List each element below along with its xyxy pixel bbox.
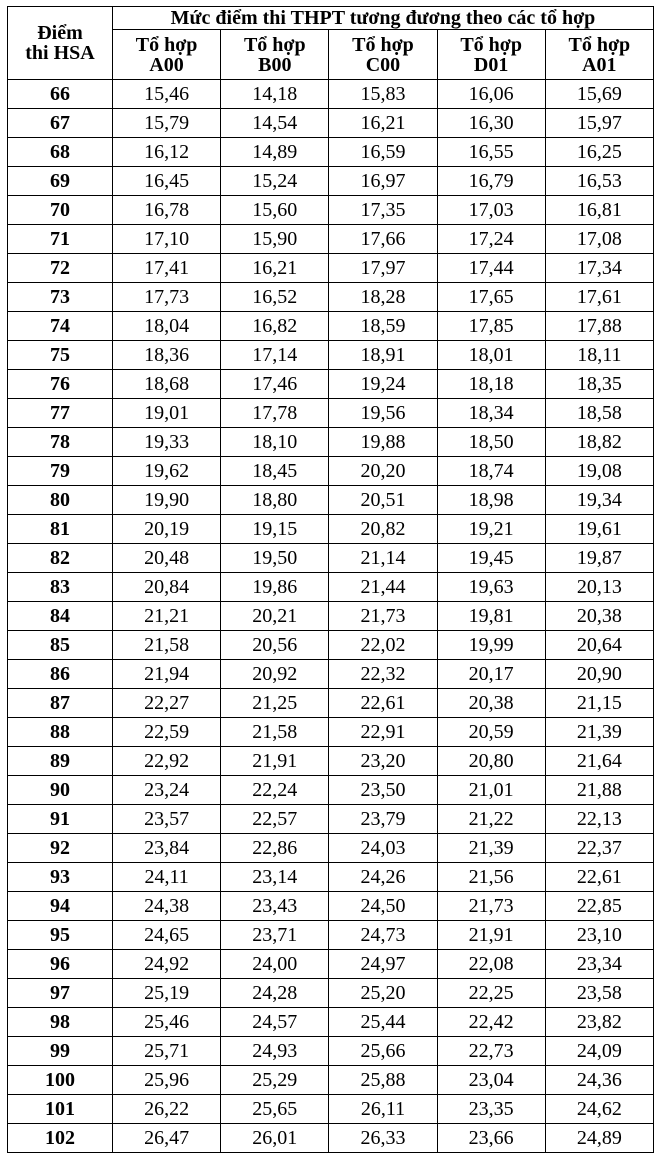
hsa-score-cell: 97 <box>8 979 113 1008</box>
c00-cell: 24,50 <box>329 892 437 921</box>
group-header-a00: Tổ hợp A00 <box>113 30 221 80</box>
c00-cell: 24,73 <box>329 921 437 950</box>
a01-cell: 24,09 <box>545 1037 653 1066</box>
a00-cell: 24,11 <box>113 863 221 892</box>
c00-cell: 26,33 <box>329 1124 437 1153</box>
c00-cell: 24,26 <box>329 863 437 892</box>
c00-cell: 22,61 <box>329 689 437 718</box>
b00-cell: 18,10 <box>221 428 329 457</box>
hsa-score-cell: 80 <box>8 486 113 515</box>
a00-cell: 21,94 <box>113 660 221 689</box>
a01-cell: 16,53 <box>545 167 653 196</box>
a00-cell: 26,22 <box>113 1095 221 1124</box>
a01-cell: 24,36 <box>545 1066 653 1095</box>
d01-cell: 22,25 <box>437 979 545 1008</box>
a01-cell: 17,61 <box>545 283 653 312</box>
group-header-d01: Tổ hợp D01 <box>437 30 545 80</box>
b00-cell: 24,00 <box>221 950 329 979</box>
a00-cell: 22,27 <box>113 689 221 718</box>
table-row <box>8 602 654 631</box>
b00-cell: 22,24 <box>221 776 329 805</box>
a00-cell: 20,19 <box>113 515 221 544</box>
a00-cell: 20,84 <box>113 573 221 602</box>
table-body <box>8 80 654 1153</box>
hsa-score-cell: 90 <box>8 776 113 805</box>
b00-cell: 21,91 <box>221 747 329 776</box>
hsa-score-cell: 83 <box>8 573 113 602</box>
d01-cell: 21,39 <box>437 834 545 863</box>
c00-cell: 19,24 <box>329 370 437 399</box>
hsa-score-cell: 67 <box>8 109 113 138</box>
a01-cell: 21,64 <box>545 747 653 776</box>
table-row <box>8 457 654 486</box>
a00-cell: 24,65 <box>113 921 221 950</box>
table-row <box>8 834 654 863</box>
a01-cell: 22,13 <box>545 805 653 834</box>
c00-cell: 20,20 <box>329 457 437 486</box>
c00-cell: 26,11 <box>329 1095 437 1124</box>
d01-cell: 18,50 <box>437 428 545 457</box>
a01-cell: 15,69 <box>545 80 653 109</box>
a01-cell: 23,82 <box>545 1008 653 1037</box>
group-header-a01: Tổ hợp A01 <box>545 30 653 80</box>
d01-cell: 21,91 <box>437 921 545 950</box>
hsa-score-cell: 71 <box>8 225 113 254</box>
c00-cell: 16,21 <box>329 109 437 138</box>
b00-cell: 21,58 <box>221 718 329 747</box>
hsa-score-cell: 96 <box>8 950 113 979</box>
d01-cell: 23,66 <box>437 1124 545 1153</box>
table-row <box>8 805 654 834</box>
table-row <box>8 863 654 892</box>
c00-cell: 16,97 <box>329 167 437 196</box>
hsa-score-cell: 87 <box>8 689 113 718</box>
table-row <box>8 515 654 544</box>
b00-cell: 18,45 <box>221 457 329 486</box>
table-row <box>8 109 654 138</box>
a00-cell: 24,38 <box>113 892 221 921</box>
b00-cell: 25,65 <box>221 1095 329 1124</box>
hsa-score-cell: 81 <box>8 515 113 544</box>
a00-cell: 18,68 <box>113 370 221 399</box>
c00-cell: 18,91 <box>329 341 437 370</box>
a01-cell: 18,11 <box>545 341 653 370</box>
c00-cell: 25,88 <box>329 1066 437 1095</box>
table-row <box>8 1066 654 1095</box>
b00-cell: 20,92 <box>221 660 329 689</box>
hsa-score-cell: 93 <box>8 863 113 892</box>
b00-cell: 15,60 <box>221 196 329 225</box>
a00-cell: 18,04 <box>113 312 221 341</box>
b00-cell: 17,14 <box>221 341 329 370</box>
b00-cell: 19,86 <box>221 573 329 602</box>
a01-cell: 20,90 <box>545 660 653 689</box>
hsa-score-cell: 68 <box>8 138 113 167</box>
a01-cell: 23,58 <box>545 979 653 1008</box>
b00-cell: 15,24 <box>221 167 329 196</box>
a00-cell: 25,19 <box>113 979 221 1008</box>
d01-cell: 16,79 <box>437 167 545 196</box>
c00-cell: 25,20 <box>329 979 437 1008</box>
a00-cell: 23,84 <box>113 834 221 863</box>
hsa-score-cell: 74 <box>8 312 113 341</box>
a01-cell: 17,08 <box>545 225 653 254</box>
c00-cell: 20,82 <box>329 515 437 544</box>
a01-cell: 16,81 <box>545 196 653 225</box>
c00-cell: 23,20 <box>329 747 437 776</box>
hsa-score-cell: 94 <box>8 892 113 921</box>
table-row <box>8 341 654 370</box>
d01-cell: 23,35 <box>437 1095 545 1124</box>
a01-cell: 18,35 <box>545 370 653 399</box>
c00-cell: 16,59 <box>329 138 437 167</box>
a00-cell: 16,45 <box>113 167 221 196</box>
hsa-score-cell: 89 <box>8 747 113 776</box>
table-row <box>8 486 654 515</box>
a00-cell: 22,59 <box>113 718 221 747</box>
hsa-score-cell: 75 <box>8 341 113 370</box>
d01-cell: 18,74 <box>437 457 545 486</box>
a00-cell: 20,48 <box>113 544 221 573</box>
a00-cell: 23,24 <box>113 776 221 805</box>
a01-cell: 24,62 <box>545 1095 653 1124</box>
table-row <box>8 196 654 225</box>
b00-cell: 16,82 <box>221 312 329 341</box>
d01-cell: 17,65 <box>437 283 545 312</box>
b00-cell: 22,57 <box>221 805 329 834</box>
group-header-c00: Tổ hợp C00 <box>329 30 437 80</box>
c00-cell: 23,79 <box>329 805 437 834</box>
table-row <box>8 573 654 602</box>
a00-cell: 25,96 <box>113 1066 221 1095</box>
a00-cell: 21,21 <box>113 602 221 631</box>
hsa-score-cell: 85 <box>8 631 113 660</box>
d01-cell: 20,38 <box>437 689 545 718</box>
a00-cell: 18,36 <box>113 341 221 370</box>
c00-cell: 25,66 <box>329 1037 437 1066</box>
hsa-score-cell: 79 <box>8 457 113 486</box>
d01-cell: 18,01 <box>437 341 545 370</box>
b00-cell: 19,15 <box>221 515 329 544</box>
a01-cell: 21,15 <box>545 689 653 718</box>
d01-cell: 16,30 <box>437 109 545 138</box>
b00-cell: 19,50 <box>221 544 329 573</box>
d01-cell: 17,03 <box>437 196 545 225</box>
d01-cell: 23,04 <box>437 1066 545 1095</box>
d01-cell: 16,06 <box>437 80 545 109</box>
a00-cell: 19,01 <box>113 399 221 428</box>
a01-cell: 24,89 <box>545 1124 653 1153</box>
c00-cell: 20,51 <box>329 486 437 515</box>
c00-cell: 21,73 <box>329 602 437 631</box>
d01-cell: 20,80 <box>437 747 545 776</box>
hsa-score-cell: 77 <box>8 399 113 428</box>
a01-cell: 23,10 <box>545 921 653 950</box>
table-row <box>8 689 654 718</box>
table-row <box>8 283 654 312</box>
d01-cell: 19,45 <box>437 544 545 573</box>
c00-cell: 22,02 <box>329 631 437 660</box>
hsa-score-cell: 84 <box>8 602 113 631</box>
a00-cell: 23,57 <box>113 805 221 834</box>
c00-cell: 17,35 <box>329 196 437 225</box>
b00-cell: 18,80 <box>221 486 329 515</box>
hsa-score-cell: 95 <box>8 921 113 950</box>
c00-cell: 22,32 <box>329 660 437 689</box>
b00-cell: 24,28 <box>221 979 329 1008</box>
d01-cell: 21,01 <box>437 776 545 805</box>
hsa-score-cell: 98 <box>8 1008 113 1037</box>
d01-cell: 19,21 <box>437 515 545 544</box>
hsa-score-cell: 88 <box>8 718 113 747</box>
table-row <box>8 979 654 1008</box>
hsa-score-cell: 82 <box>8 544 113 573</box>
a01-cell: 17,88 <box>545 312 653 341</box>
c00-cell: 18,28 <box>329 283 437 312</box>
table-row <box>8 950 654 979</box>
b00-cell: 20,56 <box>221 631 329 660</box>
d01-cell: 22,42 <box>437 1008 545 1037</box>
table-row <box>8 167 654 196</box>
d01-cell: 22,08 <box>437 950 545 979</box>
d01-cell: 19,81 <box>437 602 545 631</box>
b00-cell: 16,52 <box>221 283 329 312</box>
d01-cell: 19,99 <box>437 631 545 660</box>
d01-cell: 21,56 <box>437 863 545 892</box>
hsa-score-cell: 66 <box>8 80 113 109</box>
a00-cell: 17,73 <box>113 283 221 312</box>
c00-cell: 22,91 <box>329 718 437 747</box>
a01-cell: 16,25 <box>545 138 653 167</box>
c00-cell: 19,88 <box>329 428 437 457</box>
a01-cell: 21,39 <box>545 718 653 747</box>
a01-cell: 19,87 <box>545 544 653 573</box>
d01-cell: 18,34 <box>437 399 545 428</box>
c00-cell: 18,59 <box>329 312 437 341</box>
b00-cell: 23,43 <box>221 892 329 921</box>
table-row <box>8 312 654 341</box>
header-row-1 <box>8 7 654 30</box>
table-row <box>8 138 654 167</box>
a01-cell: 22,85 <box>545 892 653 921</box>
a00-cell: 16,78 <box>113 196 221 225</box>
d01-cell: 18,98 <box>437 486 545 515</box>
b00-cell: 23,71 <box>221 921 329 950</box>
table-row <box>8 921 654 950</box>
a00-cell: 19,90 <box>113 486 221 515</box>
table-row <box>8 1037 654 1066</box>
hsa-score-cell: 91 <box>8 805 113 834</box>
d01-cell: 17,44 <box>437 254 545 283</box>
a01-cell: 21,88 <box>545 776 653 805</box>
b00-cell: 14,54 <box>221 109 329 138</box>
a00-cell: 15,79 <box>113 109 221 138</box>
table-row <box>8 1008 654 1037</box>
d01-cell: 20,17 <box>437 660 545 689</box>
d01-cell: 16,55 <box>437 138 545 167</box>
c00-cell: 15,83 <box>329 80 437 109</box>
b00-cell: 23,14 <box>221 863 329 892</box>
hsa-score-cell: 78 <box>8 428 113 457</box>
d01-cell: 17,85 <box>437 312 545 341</box>
b00-cell: 24,57 <box>221 1008 329 1037</box>
table-row <box>8 892 654 921</box>
a00-cell: 19,33 <box>113 428 221 457</box>
c00-cell: 19,56 <box>329 399 437 428</box>
a01-cell: 17,34 <box>545 254 653 283</box>
hsa-score-cell: 102 <box>8 1124 113 1153</box>
a01-cell: 19,34 <box>545 486 653 515</box>
a00-cell: 25,71 <box>113 1037 221 1066</box>
table-row <box>8 631 654 660</box>
table-row <box>8 1124 654 1153</box>
a00-cell: 19,62 <box>113 457 221 486</box>
a00-cell: 16,12 <box>113 138 221 167</box>
hsa-score-cell: 76 <box>8 370 113 399</box>
table-row <box>8 370 654 399</box>
d01-cell: 17,24 <box>437 225 545 254</box>
a00-cell: 21,58 <box>113 631 221 660</box>
a01-cell: 18,58 <box>545 399 653 428</box>
b00-cell: 22,86 <box>221 834 329 863</box>
a01-cell: 15,97 <box>545 109 653 138</box>
a01-cell: 22,37 <box>545 834 653 863</box>
a01-cell: 23,34 <box>545 950 653 979</box>
a01-cell: 19,61 <box>545 515 653 544</box>
d01-cell: 19,63 <box>437 573 545 602</box>
table-row <box>8 1095 654 1124</box>
d01-cell: 22,73 <box>437 1037 545 1066</box>
d01-cell: 20,59 <box>437 718 545 747</box>
b00-cell: 26,01 <box>221 1124 329 1153</box>
hsa-score-cell: 101 <box>8 1095 113 1124</box>
c00-cell: 24,03 <box>329 834 437 863</box>
d01-cell: 21,73 <box>437 892 545 921</box>
a00-cell: 22,92 <box>113 747 221 776</box>
b00-cell: 14,18 <box>221 80 329 109</box>
table-row <box>8 747 654 776</box>
d01-cell: 21,22 <box>437 805 545 834</box>
hsa-score-cell: 72 <box>8 254 113 283</box>
table-row <box>8 776 654 805</box>
b00-cell: 14,89 <box>221 138 329 167</box>
b00-cell: 25,29 <box>221 1066 329 1095</box>
b00-cell: 15,90 <box>221 225 329 254</box>
a01-cell: 20,38 <box>545 602 653 631</box>
a01-cell: 19,08 <box>545 457 653 486</box>
table-row <box>8 428 654 457</box>
hsa-score-cell: 92 <box>8 834 113 863</box>
b00-cell: 17,46 <box>221 370 329 399</box>
hsa-score-cell: 86 <box>8 660 113 689</box>
a00-cell: 24,92 <box>113 950 221 979</box>
a00-cell: 17,41 <box>113 254 221 283</box>
a01-cell: 20,64 <box>545 631 653 660</box>
hsa-score-cell: 100 <box>8 1066 113 1095</box>
a00-cell: 26,47 <box>113 1124 221 1153</box>
hsa-score-cell: 70 <box>8 196 113 225</box>
table-row <box>8 254 654 283</box>
c00-cell: 24,97 <box>329 950 437 979</box>
b00-cell: 17,78 <box>221 399 329 428</box>
score-conversion-table <box>7 6 654 1153</box>
c00-cell: 23,50 <box>329 776 437 805</box>
table-row <box>8 225 654 254</box>
table-row <box>8 80 654 109</box>
c00-cell: 25,44 <box>329 1008 437 1037</box>
d01-cell: 18,18 <box>437 370 545 399</box>
equivalent-score-super-header: Mức điểm thi THPT tương đương theo các tổ hợp <box>113 7 654 30</box>
b00-cell: 24,93 <box>221 1037 329 1066</box>
table-row <box>8 660 654 689</box>
c00-cell: 17,97 <box>329 254 437 283</box>
b00-cell: 20,21 <box>221 602 329 631</box>
a00-cell: 15,46 <box>113 80 221 109</box>
table-row <box>8 544 654 573</box>
a01-cell: 18,82 <box>545 428 653 457</box>
table-row <box>8 718 654 747</box>
b00-cell: 16,21 <box>221 254 329 283</box>
a01-cell: 22,61 <box>545 863 653 892</box>
table-row <box>8 399 654 428</box>
a01-cell: 20,13 <box>545 573 653 602</box>
b00-cell: 21,25 <box>221 689 329 718</box>
c00-cell: 17,66 <box>329 225 437 254</box>
c00-cell: 21,14 <box>329 544 437 573</box>
hsa-score-cell: 73 <box>8 283 113 312</box>
a00-cell: 25,46 <box>113 1008 221 1037</box>
a00-cell: 17,10 <box>113 225 221 254</box>
hsa-score-header: Điểm thi HSA <box>8 7 113 80</box>
group-header-b00: Tổ hợp B00 <box>221 30 329 80</box>
hsa-score-cell: 69 <box>8 167 113 196</box>
c00-cell: 21,44 <box>329 573 437 602</box>
hsa-score-cell: 99 <box>8 1037 113 1066</box>
